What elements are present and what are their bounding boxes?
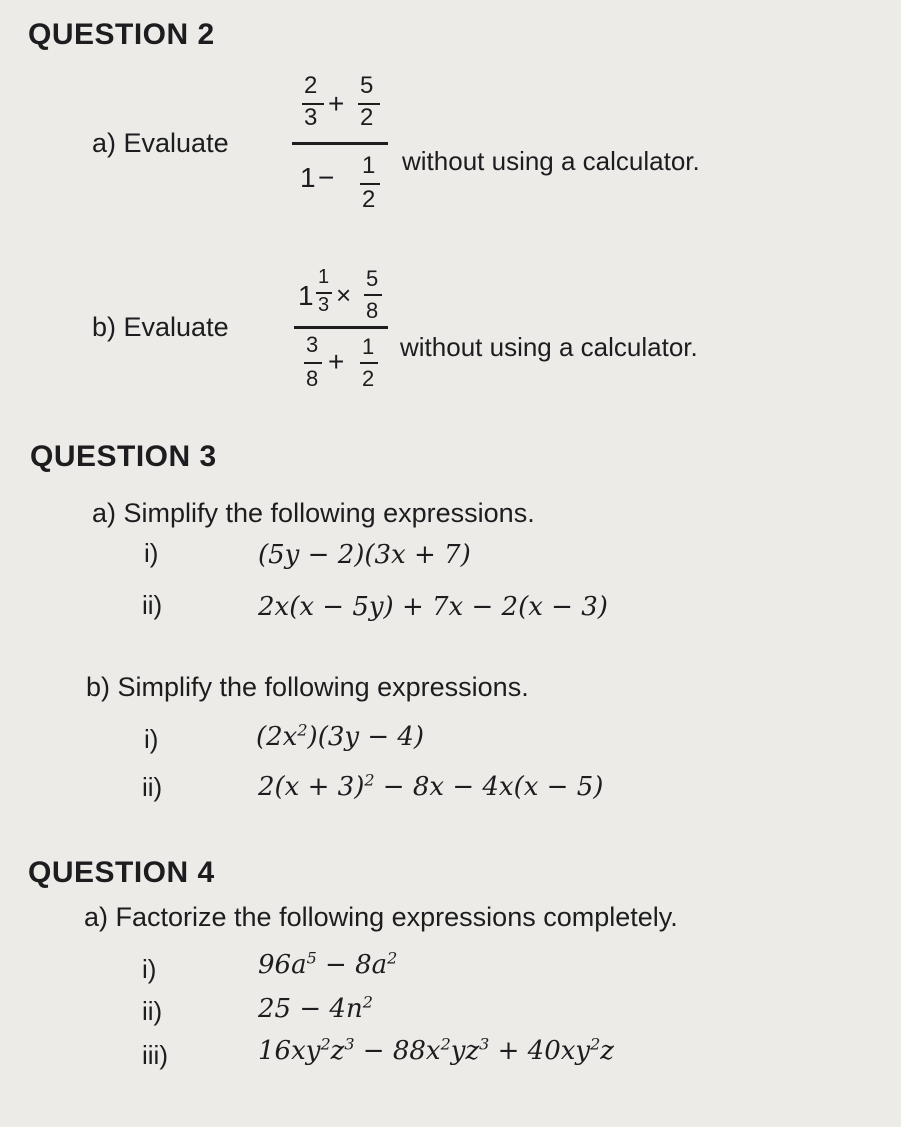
q2a-top-left-num: 2 bbox=[304, 72, 318, 99]
q4a-item-1-num: i) bbox=[142, 954, 157, 984]
q2a-main-bar bbox=[292, 142, 388, 145]
q2a-suffix: without using a calculator. bbox=[402, 146, 700, 176]
q2a-den-frac-top: 1 bbox=[362, 152, 376, 179]
q4a-item-3-num: iii) bbox=[142, 1040, 168, 1070]
q3a-item-2-num: ii) bbox=[142, 590, 163, 620]
q2a-den-minus: − bbox=[318, 162, 335, 193]
q2a-plus: + bbox=[328, 88, 345, 119]
q3b-item-2-expr: $2(x + 3)^2 - 8x - 4x(x - 5)$ bbox=[258, 770, 604, 802]
q3b-heading: b) Simplify the following expressions. bbox=[86, 672, 529, 702]
q4a-heading: a) Factorize the following expressions completely. bbox=[84, 902, 678, 932]
q3a-item-2-expr: 2x(x − 5y) + 7x − 2(x − 3) bbox=[258, 592, 608, 622]
question-2-title: QUESTION 2 bbox=[28, 18, 215, 51]
q3b-item-1-expr: $(2x^2)(3y - 4)$ bbox=[256, 720, 425, 752]
q2b-mix-bot: 3 bbox=[318, 294, 330, 316]
q2a-top-left-den: 3 bbox=[304, 104, 318, 131]
question-4-title: QUESTION 4 bbox=[28, 856, 215, 889]
q4a-item-2-num: ii) bbox=[142, 996, 163, 1026]
q2b-main-bar bbox=[294, 326, 388, 329]
q2b-mul-bot: 8 bbox=[366, 298, 379, 323]
q2b-times: × bbox=[336, 280, 352, 310]
q2a-top-right-num: 5 bbox=[360, 72, 374, 99]
q2b-den-left-top: 3 bbox=[306, 332, 319, 357]
q3b-item-2-num: ii) bbox=[142, 772, 163, 802]
q4a-item-2-expr: $25 - 4n^2$ bbox=[258, 992, 373, 1024]
q3a-item-1-num: i) bbox=[144, 538, 159, 568]
q2a-den-frac-bot: 2 bbox=[362, 186, 376, 213]
q3a-item-1-expr: (5y − 2)(3x + 7) bbox=[258, 540, 471, 570]
q2a-label: a) Evaluate bbox=[92, 128, 229, 158]
q2b-den-plus: + bbox=[328, 346, 345, 377]
q4a-item-1-expr: $96a^5 - 8a^2$ bbox=[258, 948, 398, 980]
q2b-den-left-bot: 8 bbox=[306, 366, 319, 391]
q3b-item-1-num: i) bbox=[144, 724, 159, 754]
q2b-whole: 1 bbox=[298, 280, 314, 311]
q2b-suffix: without using a calculator. bbox=[400, 332, 698, 362]
q2b-den-right-top: 1 bbox=[362, 334, 375, 359]
q2b-label: b) Evaluate bbox=[92, 312, 229, 342]
q2b-mix-top: 1 bbox=[318, 266, 330, 288]
q2b-den-right-bot: 2 bbox=[362, 366, 375, 391]
question-3-title: QUESTION 3 bbox=[30, 440, 217, 473]
q4a-item-3-expr: $16xy^2z^3 - 88x^2yz^3 + 40xy^2z$ bbox=[258, 1034, 614, 1066]
q3a-heading: a) Simplify the following expressions. bbox=[92, 498, 535, 528]
q2b-mul-top: 5 bbox=[366, 266, 379, 291]
q2a-den-one: 1 bbox=[300, 162, 316, 193]
q2a-top-right-den: 2 bbox=[360, 104, 374, 131]
